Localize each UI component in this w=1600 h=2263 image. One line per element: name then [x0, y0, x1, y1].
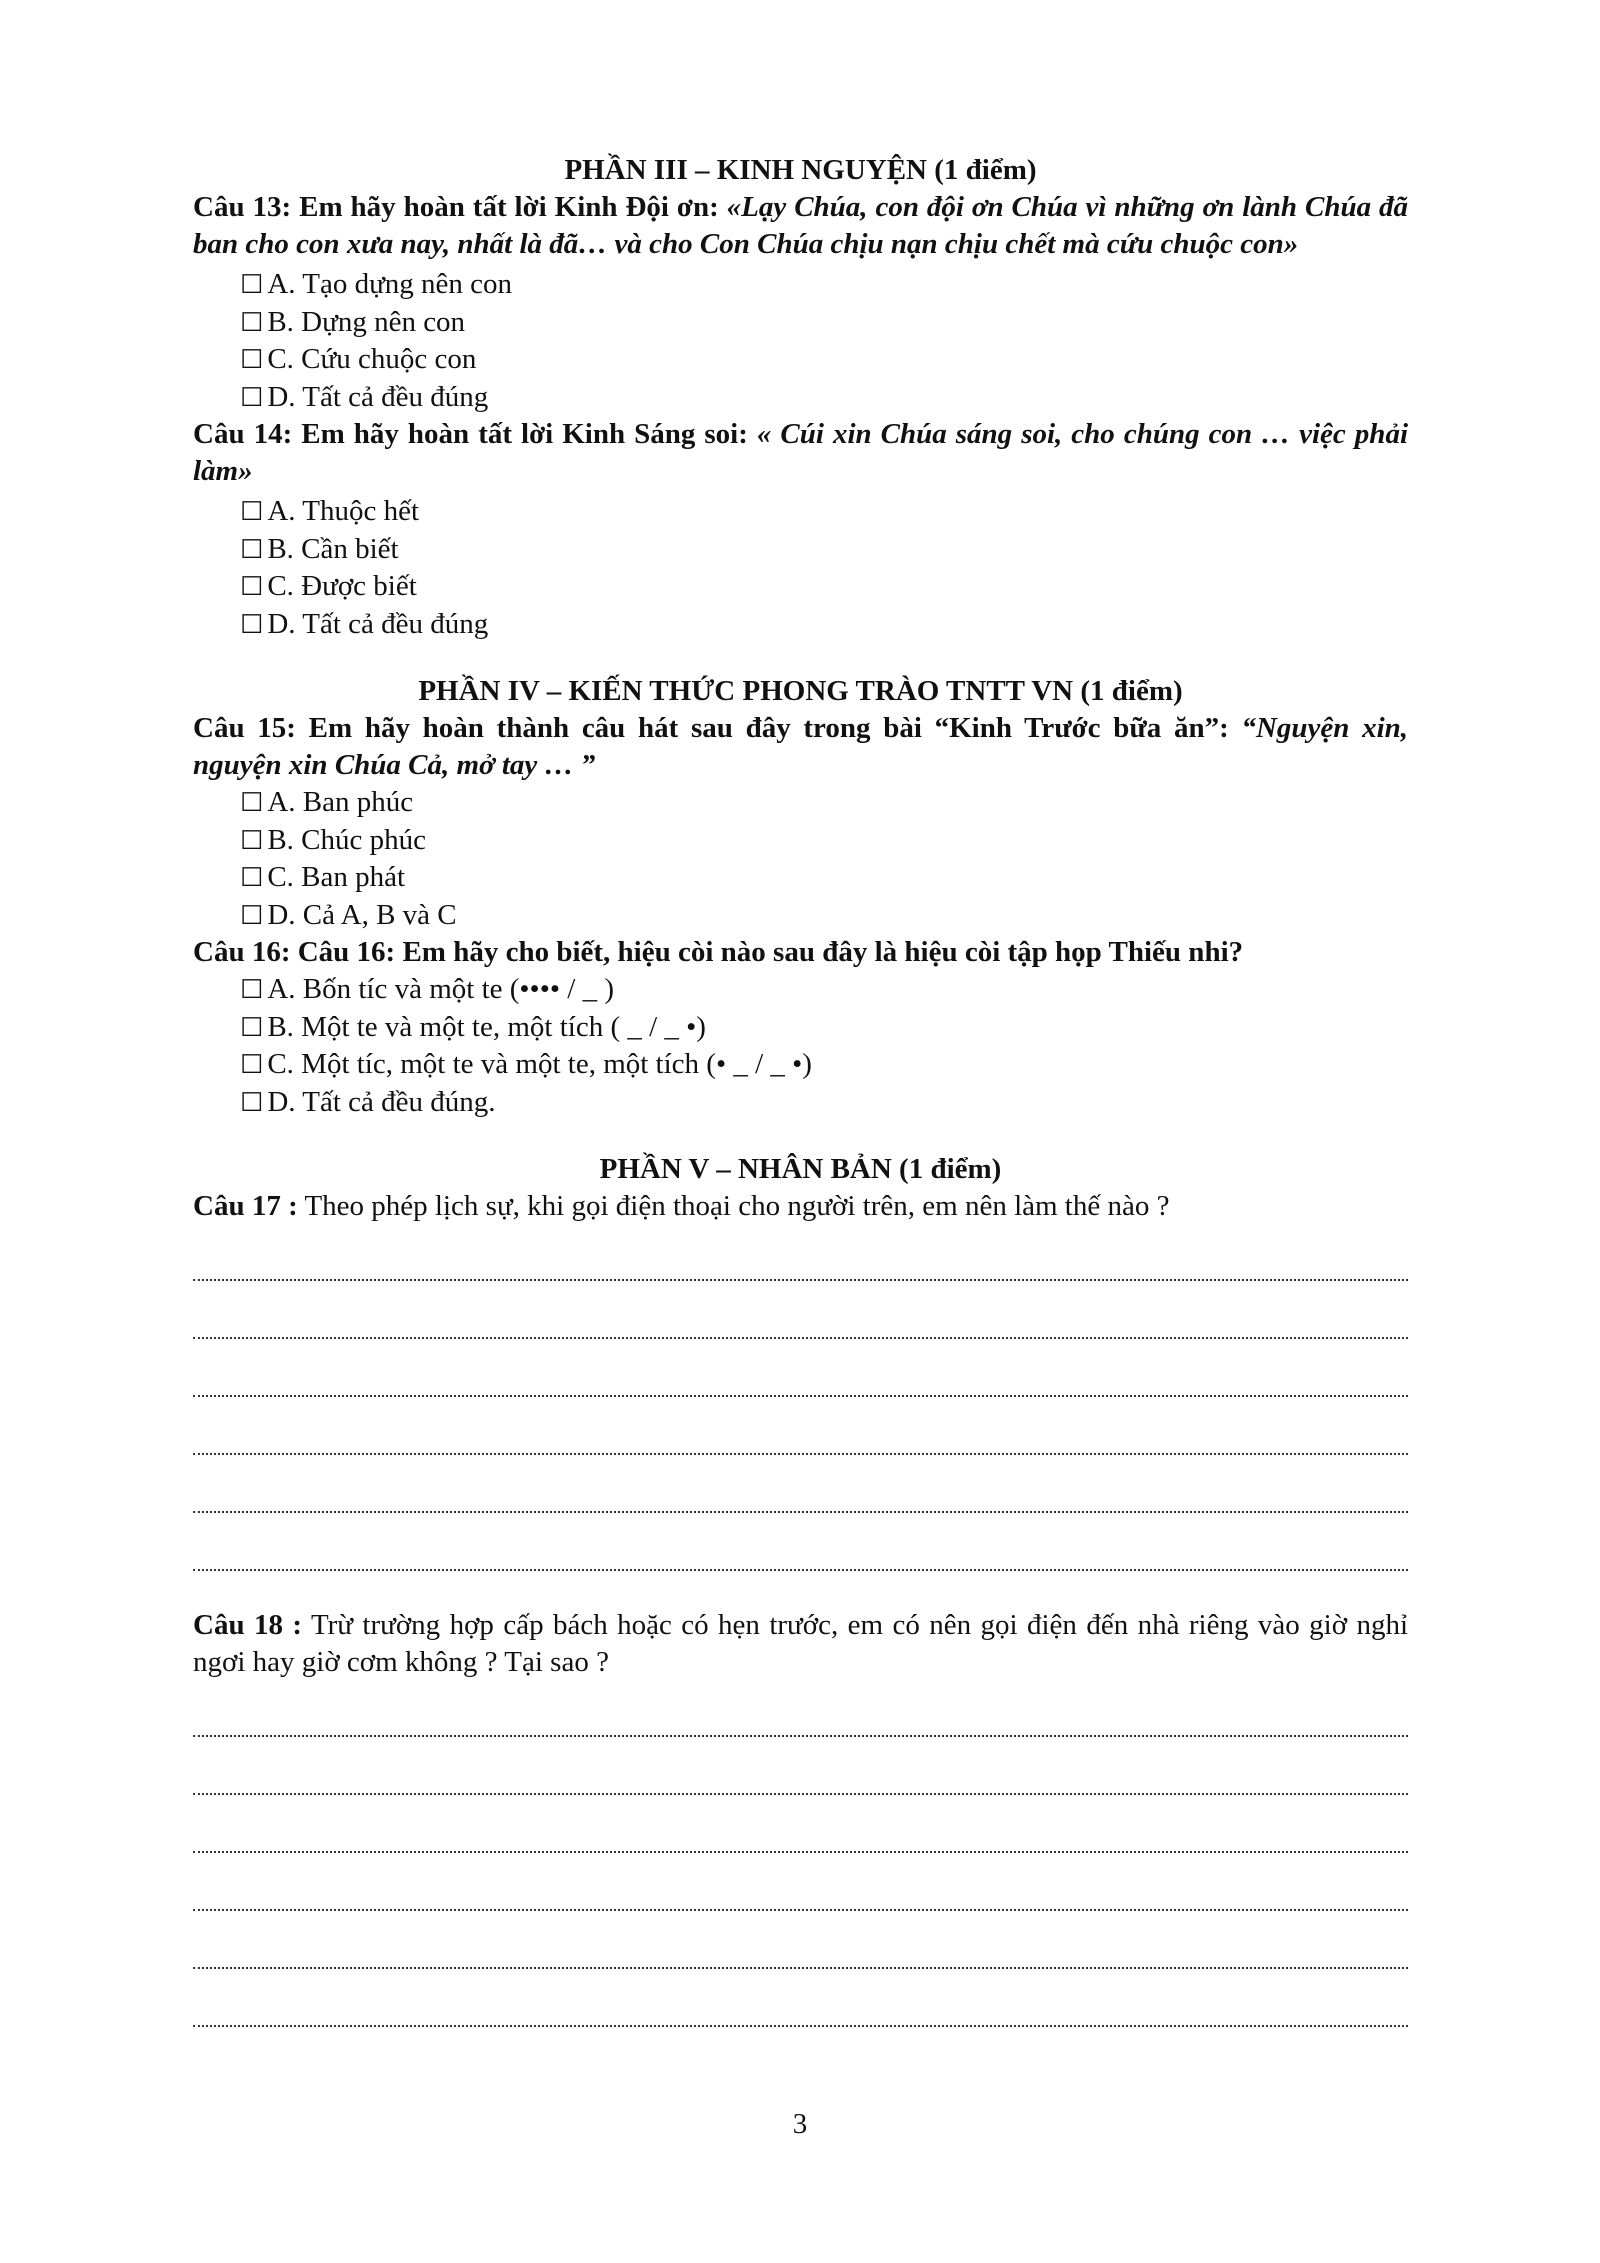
answer-line[interactable]	[193, 1353, 1408, 1411]
option-13-d[interactable]: ☐ D. Tất cả đều đúng	[240, 380, 489, 413]
answer-line[interactable]	[193, 1469, 1408, 1527]
checkbox-icon[interactable]: ☐	[240, 1012, 264, 1043]
answer-line[interactable]	[193, 1925, 1408, 1983]
option-13-a[interactable]: ☐ A. Tạo dựng nên con	[240, 268, 513, 300]
question-15: Câu 15: Em hãy hoàn thành câu hát sau đây trong bài “Kinh Trước bữa ăn”: “Nguyện xin, nguyện xin Chúa Cả, mở tay … ”	[193, 712, 1409, 781]
checkbox-icon[interactable]: ☐	[240, 609, 264, 640]
question-13: Câu 13: Em hãy hoàn tất lời Kinh Đội ơn: «Lạy Chúa, con đội ơn Chúa vì những ơn lành Chúa đã ban cho con xưa nay, nhất là đã… và cho Con Chúa chịu nạn chịu chết mà cứu chuộc con»	[193, 191, 1409, 260]
question-16-options	[240, 971, 1408, 1121]
section-title-5: PHẦN V – NHÂN BẢN (1 điểm)	[599, 1153, 1002, 1185]
page-content	[193, 152, 1408, 2041]
checkbox-icon[interactable]: ☐	[240, 270, 264, 300]
answer-line[interactable]	[193, 1867, 1408, 1925]
checkbox-icon[interactable]: ☐	[240, 497, 264, 527]
checkbox-icon[interactable]: ☐	[240, 900, 264, 931]
answer-line[interactable]	[193, 1411, 1408, 1469]
answer-line[interactable]	[193, 1693, 1408, 1751]
answer-line[interactable]	[193, 1295, 1408, 1353]
option-16-d[interactable]: ☐ D. Tất cả đều đúng.	[240, 1085, 496, 1118]
checkbox-icon[interactable]: ☐	[240, 572, 264, 602]
option-16-a[interactable]: ☐ A. Bốn tíc và một te (•••• / _ )	[240, 973, 614, 1005]
answer-line[interactable]	[193, 1809, 1408, 1867]
checkbox-icon[interactable]: ☐	[240, 1050, 264, 1080]
answer-area-17[interactable]	[193, 1237, 1408, 1585]
answer-line[interactable]	[193, 1751, 1408, 1809]
question-13-options	[240, 266, 1408, 416]
option-14-a[interactable]: ☐ A. Thuộc hết	[240, 495, 419, 527]
option-13-c[interactable]: ☐ C. Cứu chuộc con	[240, 343, 477, 375]
option-15-b[interactable]: ☐ B. Chúc phúc	[240, 823, 426, 856]
question-16: Câu 16: Câu 16: Em hãy cho biết, hiệu còi nào sau đây là hiệu còi tập họp Thiếu nhi?	[193, 936, 1244, 968]
checkbox-icon[interactable]: ☐	[240, 1087, 264, 1118]
checkbox-icon[interactable]: ☐	[240, 825, 264, 856]
option-16-b[interactable]: ☐ B. Một te và một te, một tích ( _ / _ •)	[240, 1010, 706, 1043]
section-title-4: PHẦN IV – KIẾN THỨC PHONG TRÀO TNTT VN (1 điểm)	[418, 675, 1183, 707]
answer-line[interactable]	[193, 1237, 1408, 1295]
checkbox-icon[interactable]: ☐	[240, 863, 264, 893]
option-14-b[interactable]: ☐ B. Cần biết	[240, 532, 399, 565]
option-15-c[interactable]: ☐ C. Ban phát	[240, 861, 406, 893]
answer-area-18[interactable]	[193, 1693, 1408, 2041]
checkbox-icon[interactable]: ☐	[240, 788, 264, 818]
question-15-options	[240, 784, 1408, 934]
checkbox-icon[interactable]: ☐	[240, 975, 264, 1005]
page-number: 3	[792, 2108, 808, 2140]
option-15-d[interactable]: ☐ D. Cả A, B và C	[240, 898, 457, 931]
answer-line[interactable]	[193, 1983, 1408, 2041]
option-14-c[interactable]: ☐ C. Được biết	[240, 570, 417, 602]
option-16-c[interactable]: ☐ C. Một tíc, một te và một te, một tích (• _ / _ •)	[240, 1048, 812, 1080]
checkbox-icon[interactable]: ☐	[240, 534, 264, 565]
question-14: Câu 14: Em hãy hoàn tất lời Kinh Sáng soi: « Cúi xin Chúa sáng soi, cho chúng con … việc phải làm»	[193, 418, 1408, 487]
question-17: Câu 17 : Theo phép lịch sự, khi gọi điện thoại cho người trên, em nên làm thế nào ?	[193, 1190, 1170, 1222]
question-18: Câu 18 : Trừ trường hợp cấp bách hoặc có hẹn trước, em có nên gọi điện đến nhà riêng vào giờ nghỉ ngơi hay giờ cơm không ? Tại sao ?	[193, 1609, 1408, 1678]
answer-line[interactable]	[193, 1527, 1408, 1585]
question-14-options	[240, 493, 1408, 643]
option-14-d[interactable]: ☐ D. Tất cả đều đúng	[240, 607, 489, 640]
section-title-3: PHẦN III – KINH NGUYỆN (1 điểm)	[564, 154, 1037, 186]
option-15-a[interactable]: ☐ A. Ban phúc	[240, 786, 414, 818]
checkbox-icon[interactable]: ☐	[240, 307, 264, 338]
checkbox-icon[interactable]: ☐	[240, 345, 264, 375]
option-13-b[interactable]: ☐ B. Dựng nên con	[240, 305, 466, 338]
checkbox-icon[interactable]: ☐	[240, 382, 264, 413]
